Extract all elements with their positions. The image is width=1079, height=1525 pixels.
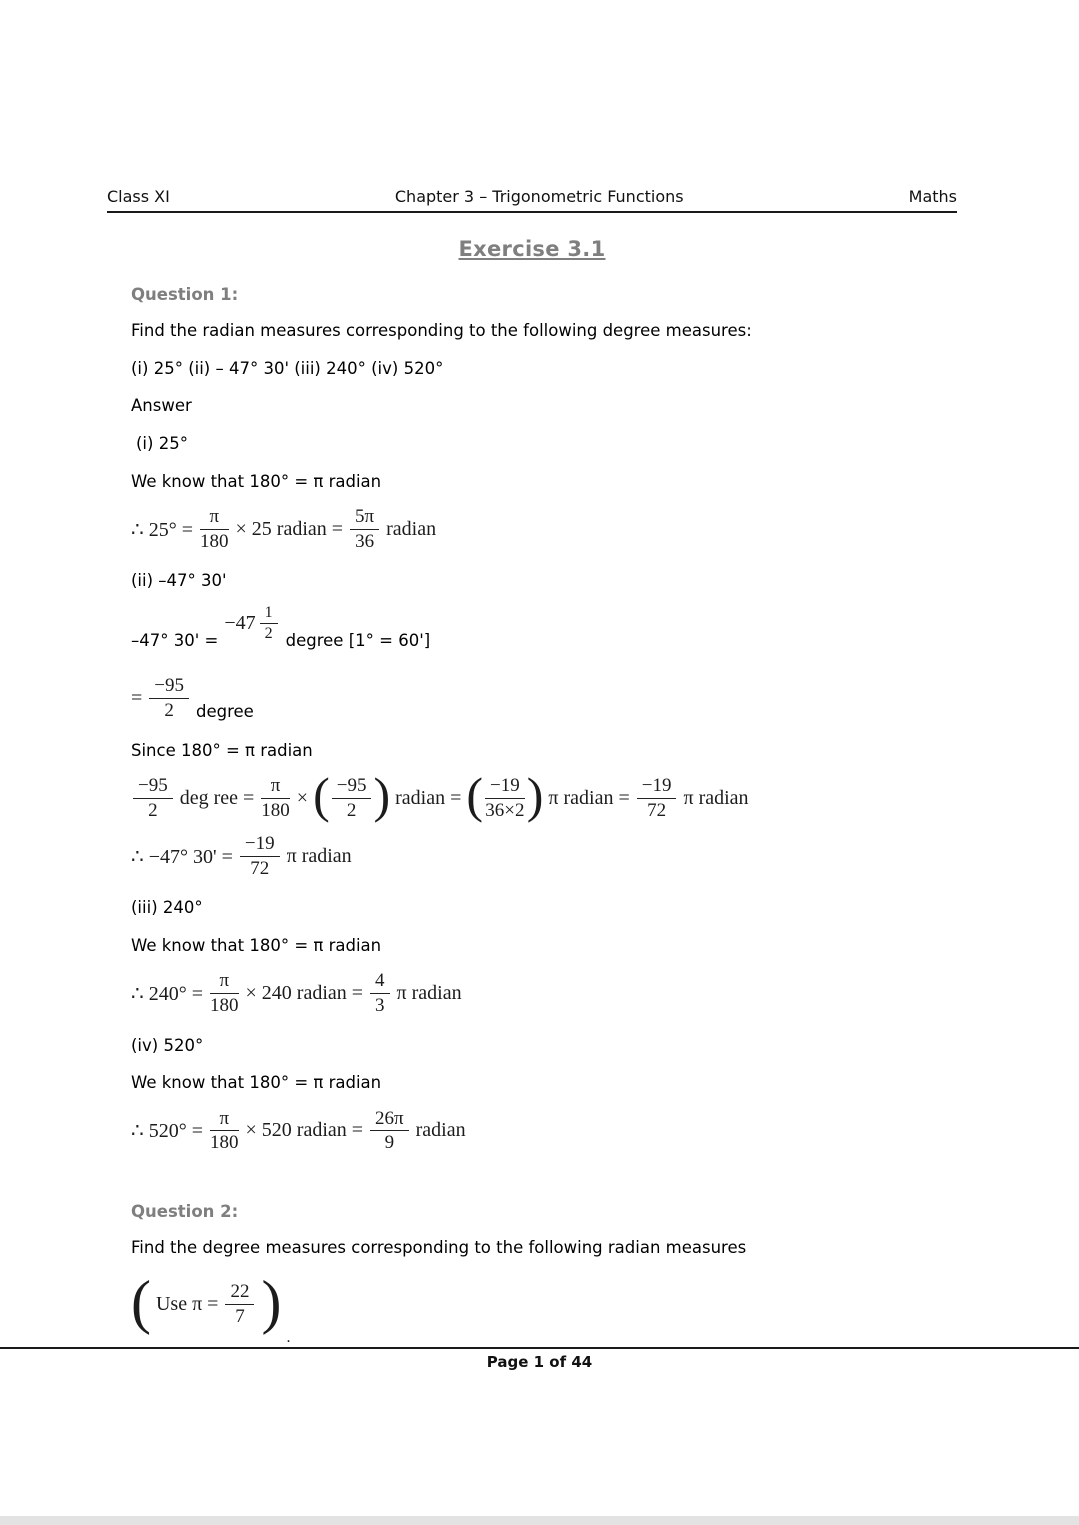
- known-fact-i: We know that 180° = π radian: [131, 471, 382, 491]
- eq-text: π radian: [683, 786, 749, 809]
- denominator: 36×2: [485, 799, 525, 821]
- open-paren: (: [466, 767, 484, 824]
- numerator: π: [200, 506, 229, 530]
- question-1-label: Question 1:: [131, 285, 239, 304]
- denominator: 2: [148, 799, 158, 821]
- footer-divider: [0, 1347, 1079, 1349]
- denominator: 180: [261, 799, 290, 821]
- eq-text: π radian =: [548, 786, 630, 809]
- fraction-neg19-36x2: [485, 775, 525, 822]
- denominator: 9: [384, 1132, 395, 1154]
- numerator: 5π: [350, 506, 379, 530]
- numerator: π: [210, 970, 239, 994]
- exercise-title: Exercise 3.1: [458, 237, 606, 261]
- denominator: 2: [264, 625, 273, 643]
- eq-mid: × 25 radian =: [235, 517, 344, 540]
- fraction-22-7: [225, 1281, 254, 1328]
- equals-sign: =: [131, 687, 143, 710]
- eq-lead: ∴ −47° 30' =: [131, 845, 233, 868]
- header-chapter-title: Chapter 3 – Trigonometric Functions: [394, 187, 684, 206]
- denominator: 180: [210, 995, 239, 1017]
- open-paren: (: [131, 1268, 151, 1335]
- since-line: Since 180° = π radian: [131, 740, 313, 760]
- numerator: −95: [149, 675, 189, 699]
- known-fact-iv: We know that 180° = π radian: [131, 1073, 382, 1093]
- denominator: 3: [375, 995, 385, 1017]
- eq-lead: ∴ 520° =: [131, 1120, 204, 1143]
- eq-lead: Use π =: [155, 1293, 219, 1315]
- denominator: 180: [200, 530, 229, 552]
- eq-tail: radian: [415, 1119, 466, 1142]
- eq-tail: degree: [196, 702, 254, 722]
- fraction-neg19-72: [240, 833, 280, 880]
- question-1-items: (i) 25° (ii) – 47° 30' (iii) 240° (iv) 520°: [131, 358, 444, 378]
- numerator: 1: [260, 604, 278, 624]
- fraction-5pi-36: [350, 506, 379, 553]
- eq-lead: –47° 30' =: [131, 631, 219, 651]
- eq-text: radian =: [395, 786, 462, 809]
- denominator: 2: [346, 799, 357, 821]
- use-pi-note: [131, 1268, 957, 1346]
- numerator: π: [210, 1108, 239, 1132]
- denominator: 72: [250, 857, 270, 879]
- parenthesized-fraction: [466, 767, 544, 824]
- eq-tail: π radian: [396, 982, 462, 1005]
- question-1-prompt: Find the radian measures corresponding to the following degree measures:: [131, 321, 752, 340]
- question-2-prompt: Find the degree measures corresponding to the following radian measures: [131, 1237, 747, 1257]
- denominator: 36: [355, 530, 375, 552]
- equation-240deg: [131, 969, 957, 1019]
- fraction-4-3: [370, 970, 390, 1017]
- equation-520deg: [131, 1106, 957, 1156]
- equation-long-conversion: [131, 767, 957, 824]
- numerator: π: [261, 775, 290, 799]
- open-paren: (: [313, 767, 330, 824]
- known-fact-iii: We know that 180° = π radian: [131, 936, 382, 955]
- equation-25deg: [131, 504, 957, 554]
- numerator: −19: [637, 775, 677, 799]
- numerator: 22: [225, 1281, 254, 1305]
- part-ii-heading: (ii) –47° 30': [131, 571, 227, 591]
- equation-47deg-convert: [131, 600, 957, 672]
- fraction-pi-180: [261, 775, 290, 822]
- eq-mid: × 240 radian =: [245, 982, 364, 1005]
- close-paren: ): [526, 767, 544, 824]
- numerator: −19: [485, 775, 525, 799]
- denominator: 180: [210, 1132, 239, 1154]
- eq-tail: π radian: [286, 844, 352, 867]
- eq-text: deg ree =: [179, 786, 255, 809]
- answer-label: Answer: [131, 396, 192, 416]
- page-number: Page 1 of 44: [486, 1353, 593, 1371]
- content: [131, 285, 957, 1346]
- fraction-pi-180: [210, 1108, 239, 1155]
- eq-lead: ∴ 240° =: [131, 983, 204, 1006]
- close-paren: ): [373, 767, 391, 824]
- numerator: −95: [133, 775, 173, 799]
- question-2-label: Question 2:: [131, 1201, 239, 1221]
- fraction-pi-180: [200, 506, 229, 553]
- eq-mid: × 520 radian =: [245, 1119, 364, 1142]
- fraction-neg95-2: [332, 775, 372, 822]
- numerator: −95: [332, 775, 372, 799]
- fraction-neg19-72: [637, 775, 677, 822]
- equation-therefore-47deg: [131, 831, 957, 881]
- part-iii-heading: (iii) 240°: [131, 898, 203, 918]
- eq-tail: degree [1° = 60']: [285, 631, 431, 651]
- part-iv-heading: (iv) 520°: [131, 1035, 204, 1055]
- fraction-1-2: [260, 604, 278, 644]
- eq-tail: radian: [386, 517, 437, 540]
- numerator: 26π: [370, 1108, 409, 1132]
- whole-part: −47: [224, 612, 256, 635]
- header-class: Class XI: [107, 187, 170, 206]
- numerator: 4: [370, 970, 390, 994]
- fraction-neg95-2: [133, 775, 173, 822]
- denominator: 72: [647, 799, 667, 821]
- header-subject: Maths: [908, 187, 957, 206]
- eq-lead: ∴ 25° =: [131, 518, 194, 541]
- viewport-bottom-bar: [0, 1516, 1079, 1525]
- fraction-26pi-9: [370, 1108, 409, 1155]
- fraction-pi-180: [210, 970, 239, 1017]
- sentence-period: .: [286, 1328, 291, 1346]
- fraction-neg95-2: [149, 675, 189, 722]
- page-header: [107, 187, 957, 213]
- mixed-number: [224, 604, 279, 644]
- denominator: 7: [235, 1306, 245, 1327]
- parenthesized-fraction: [313, 767, 391, 824]
- close-paren: ): [261, 1268, 282, 1335]
- times-sign: ×: [296, 786, 309, 809]
- denominator: 2: [164, 700, 174, 722]
- equation-neg95-over-2: [131, 674, 957, 724]
- numerator: −19: [240, 833, 280, 857]
- part-i-heading: (i) 25°: [136, 433, 188, 453]
